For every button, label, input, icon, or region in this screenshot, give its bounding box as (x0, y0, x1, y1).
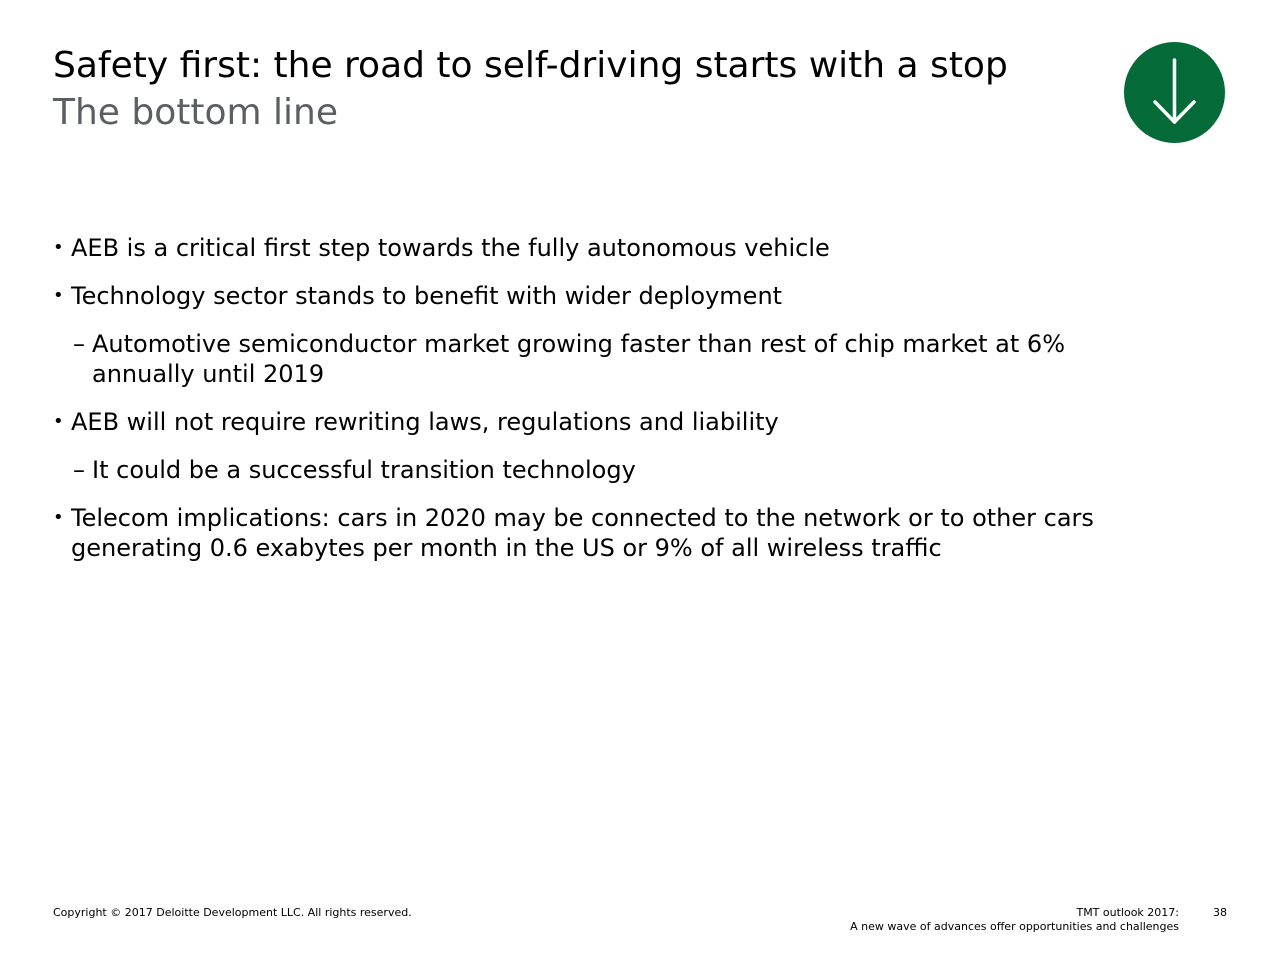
bullet-marker: • (53, 237, 64, 258)
bullet-text: It could be a successful transition technology (92, 456, 636, 484)
slide-subtitle: The bottom line (53, 92, 339, 133)
report-title (850, 906, 1179, 934)
bottom-line-badge (1124, 42, 1225, 143)
bullet-text: AEB will not require rewriting laws, regulations and liability (71, 408, 779, 436)
bullet-list (53, 233, 1173, 581)
sub-bullet-item (53, 455, 1173, 485)
bullet-item (53, 503, 1173, 563)
dash-marker: – (73, 330, 85, 358)
report-title-line2: A new wave of advances offer opportunities and challenges (850, 920, 1179, 933)
bullet-marker: • (53, 411, 64, 432)
sub-bullet-item (53, 329, 1173, 389)
bullet-text: Automotive semiconductor market growing faster than rest of chip market at 6% annually until 2019 (92, 330, 1065, 388)
dash-marker: – (73, 456, 85, 484)
copyright-text: Copyright © 2017 Deloitte Development LLC. All rights reserved. (53, 906, 412, 919)
slide-title: Safety first: the road to self-driving starts with a stop (53, 45, 1008, 86)
bullet-marker: • (53, 285, 64, 306)
bullet-marker: • (53, 507, 64, 528)
bullet-item (53, 407, 1173, 437)
report-title-line1: TMT outlook 2017: (1076, 906, 1179, 919)
bullet-text: Telecom implications: cars in 2020 may be connected to the network or to other cars generating 0.6 exabytes per month in the US or 9% of all wireless traffic (71, 504, 1094, 562)
page-number: 38 (1213, 906, 1227, 919)
bullet-item (53, 281, 1173, 311)
bullet-text: Technology sector stands to benefit with wider deployment (71, 282, 783, 310)
bullet-text: AEB is a critical first step towards the fully autonomous vehicle (71, 234, 830, 262)
bullet-item (53, 233, 1173, 263)
arrow-down-icon (1124, 42, 1225, 143)
